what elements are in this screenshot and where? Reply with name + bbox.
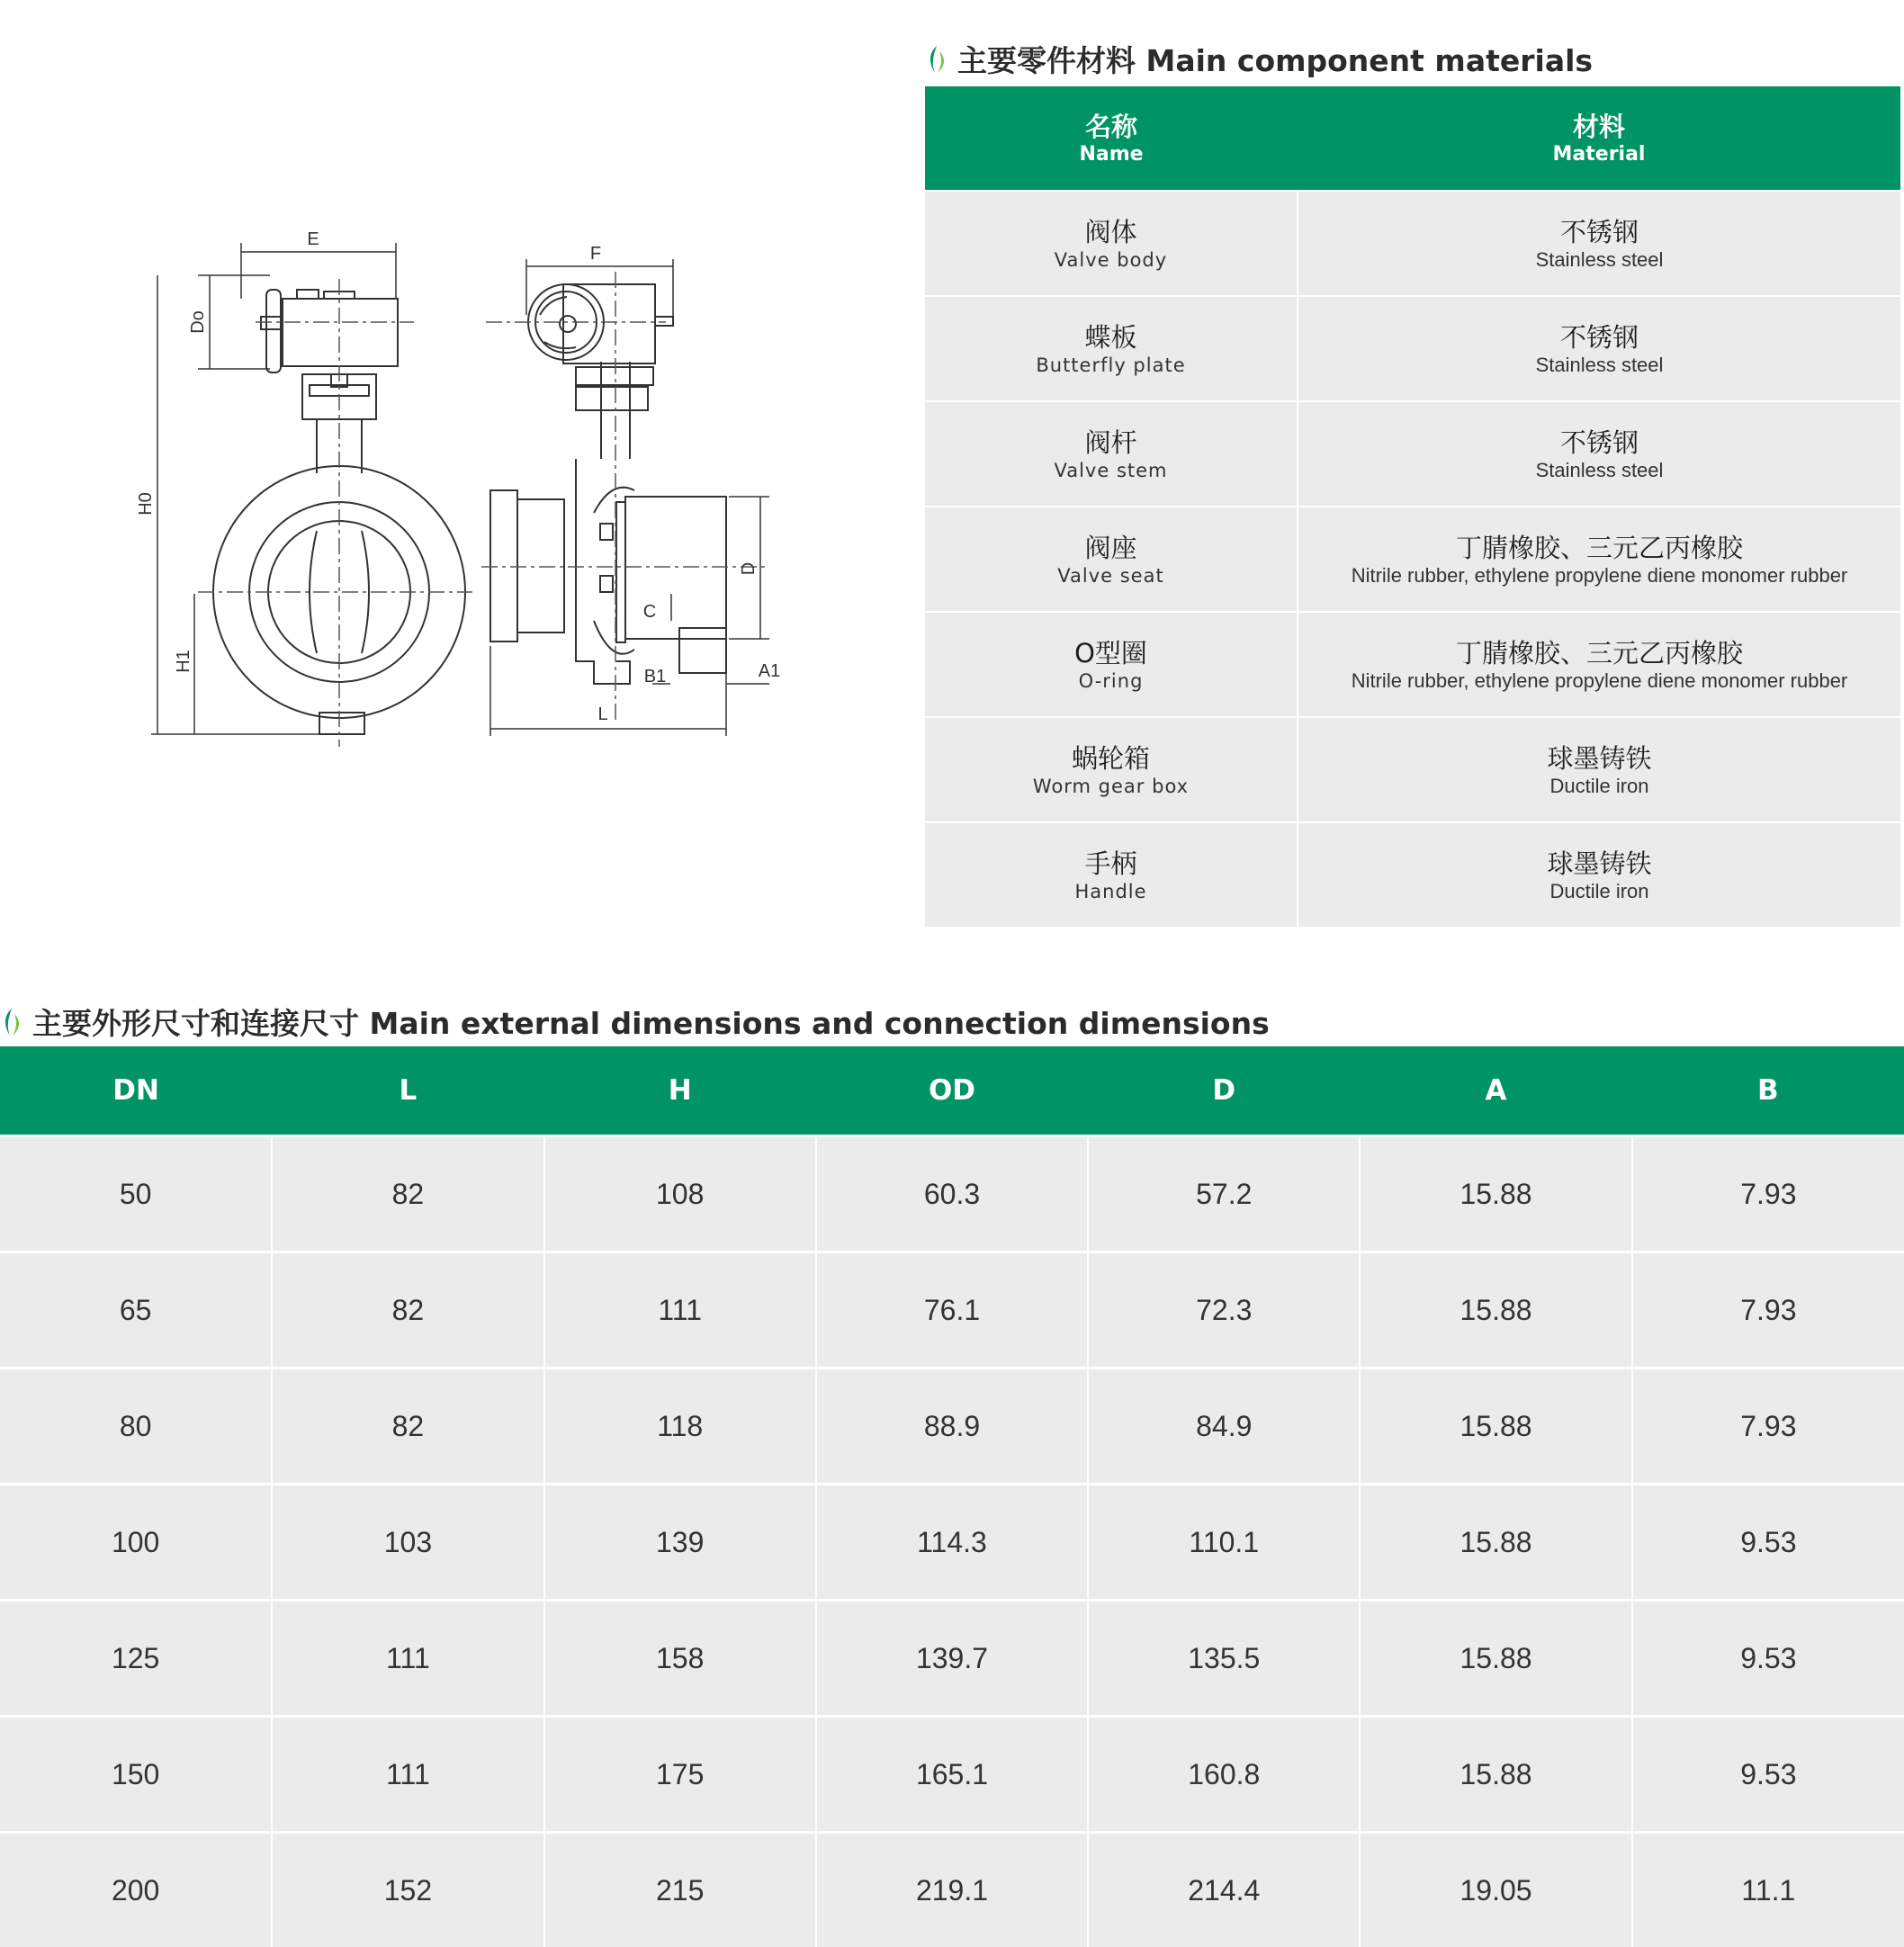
- component-name-cell-en: Valve body: [925, 248, 1297, 272]
- component-material-cell-zh: 不锈钢: [1298, 321, 1900, 354]
- component-material-cell-zh: 球墨铸铁: [1298, 742, 1900, 775]
- component-name-cell-zh: 阀座: [925, 532, 1297, 564]
- component-material-cell-en: Stainless steel: [1298, 248, 1900, 272]
- dimensions-header-row: [0, 1046, 1904, 1136]
- dimensions-column-header: DN: [0, 1046, 272, 1136]
- dimensions-cell: 165.1: [816, 1717, 1088, 1833]
- dimensions-cell: 65: [0, 1252, 272, 1368]
- dimensions-cell: 150: [0, 1717, 272, 1833]
- dimensions-cell: 100: [0, 1485, 272, 1601]
- dim-label-a1: A1: [759, 661, 780, 681]
- component-material-cell-zh: 不锈钢: [1298, 426, 1900, 459]
- component-material-cell-zh: 球墨铸铁: [1298, 848, 1900, 880]
- component-name-cell: [925, 717, 1298, 822]
- dimensions-cell: 214.4: [1088, 1833, 1360, 1947]
- component-material-cell-en: Nitrile rubber, ethylene propylene diene monomer rubber: [1298, 564, 1900, 588]
- dimensions-cell: 15.88: [1360, 1601, 1631, 1717]
- dimensions-cell: 158: [544, 1601, 816, 1717]
- materials-table: [925, 86, 1900, 927]
- header-name-en: Name: [925, 143, 1298, 166]
- dimensions-cell: 111: [272, 1717, 543, 1833]
- component-name-cell: [925, 612, 1298, 717]
- dimensions-cell: 219.1: [816, 1833, 1088, 1947]
- dim-label-b1: B1: [644, 667, 666, 686]
- dimensions-cell: 7.93: [1632, 1252, 1904, 1368]
- component-name-cell-en: Valve stem: [925, 459, 1297, 482]
- dim-label-h0: H0: [136, 492, 156, 516]
- component-name-cell: [925, 296, 1298, 401]
- materials-title-text: 主要零件材料 Main component materials: [957, 38, 1593, 80]
- dimensions-cell: 9.53: [1632, 1485, 1904, 1601]
- dimensions-section-title: [2, 1000, 1270, 1043]
- dimensions-cell: 7.93: [1632, 1136, 1904, 1252]
- dim-label-h1: H1: [174, 650, 193, 673]
- dimensions-cell: 11.1: [1632, 1833, 1904, 1947]
- dimensions-cell: 76.1: [816, 1252, 1088, 1368]
- component-name-cell: [925, 401, 1298, 507]
- component-material-cell-en: Stainless steel: [1298, 354, 1900, 377]
- dimensions-row: [0, 1252, 1904, 1368]
- component-material-cell: [1298, 822, 1900, 927]
- materials-row: [925, 507, 1900, 612]
- dimensions-cell: 82: [272, 1136, 543, 1252]
- dimensions-cell: 135.5: [1088, 1601, 1360, 1717]
- component-name-cell: [925, 507, 1298, 612]
- dim-label-d: D: [739, 562, 759, 575]
- dimensions-cell: 9.53: [1632, 1717, 1904, 1833]
- dimensions-cell: 160.8: [1088, 1717, 1360, 1833]
- dimensions-column-header: A: [1360, 1046, 1631, 1136]
- dimensions-cell: 15.88: [1360, 1368, 1631, 1485]
- dimensions-cell: 110.1: [1088, 1485, 1360, 1601]
- component-material-cell-en: Ductile iron: [1298, 880, 1900, 903]
- component-name-cell-zh: 阀体: [925, 216, 1297, 248]
- materials-header-name: [925, 86, 1298, 191]
- header-material-en: Material: [1298, 143, 1900, 166]
- dimensions-cell: 15.88: [1360, 1717, 1631, 1833]
- dimensions-cell: 15.88: [1360, 1252, 1631, 1368]
- dimensions-cell: 82: [272, 1368, 543, 1485]
- materials-row: [925, 612, 1900, 717]
- dimensions-row: [0, 1601, 1904, 1717]
- leaf-icon: [927, 45, 947, 74]
- dimensions-cell: 15.88: [1360, 1136, 1631, 1252]
- dimensions-cell: 9.53: [1632, 1601, 1904, 1717]
- dimensions-cell: 108: [544, 1136, 816, 1252]
- component-name-cell-en: Worm gear box: [925, 775, 1297, 798]
- header-material-zh: 材料: [1298, 111, 1900, 143]
- dimensions-cell: 139.7: [816, 1601, 1088, 1717]
- dimensions-row: [0, 1368, 1904, 1485]
- dimensions-cell: 152: [272, 1833, 543, 1947]
- component-name-cell-en: Handle: [925, 880, 1297, 903]
- component-material-cell: [1298, 612, 1900, 717]
- component-material-cell: [1298, 717, 1900, 822]
- component-name-cell-en: Valve seat: [925, 564, 1297, 588]
- component-material-cell-zh: 丁腈橡胶、三元乙丙橡胶: [1298, 637, 1900, 669]
- materials-header-material: [1298, 86, 1900, 191]
- dimensions-row: [0, 1833, 1904, 1947]
- dimensions-cell: 114.3: [816, 1485, 1088, 1601]
- component-material-cell-zh: 不锈钢: [1298, 216, 1900, 248]
- component-name-cell-en: Butterfly plate: [925, 354, 1297, 377]
- component-name-cell-zh: 阀杆: [925, 426, 1297, 459]
- dimensions-cell: 88.9: [816, 1368, 1088, 1485]
- dim-label-do: Do: [188, 310, 208, 334]
- dimensions-title-text: 主要外形尺寸和连接尺寸 Main external dimensions and connection dimensions: [32, 1000, 1270, 1043]
- dimensions-cell: 139: [544, 1485, 816, 1601]
- dimensions-cell: 111: [544, 1252, 816, 1368]
- dimensions-cell: 50: [0, 1136, 272, 1252]
- dimensions-column-header: H: [544, 1046, 816, 1136]
- dimensions-column-header: OD: [816, 1046, 1088, 1136]
- dimensions-column-header: L: [272, 1046, 543, 1136]
- component-material-cell: [1298, 507, 1900, 612]
- dimensions-cell: 15.88: [1360, 1485, 1631, 1601]
- dimensions-cell: 80: [0, 1368, 272, 1485]
- materials-section-title: [927, 38, 1593, 80]
- dim-label-c: C: [643, 602, 656, 622]
- component-name-cell: [925, 191, 1298, 296]
- materials-header-row: [925, 86, 1900, 191]
- dimensions-row: [0, 1136, 1904, 1252]
- dimensions-cell: 60.3: [816, 1136, 1088, 1252]
- dimensions-cell: 111: [272, 1601, 543, 1717]
- component-material-cell: [1298, 191, 1900, 296]
- leaf-icon: [2, 1008, 22, 1036]
- dimensions-cell: 175: [544, 1717, 816, 1833]
- dimensions-cell: 84.9: [1088, 1368, 1360, 1485]
- materials-row: [925, 191, 1900, 296]
- dimensions-column-header: B: [1632, 1046, 1904, 1136]
- component-material-cell-en: Nitrile rubber, ethylene propylene diene monomer rubber: [1298, 669, 1900, 693]
- dimensions-cell: 125: [0, 1601, 272, 1717]
- dimensions-table: [0, 1046, 1904, 1947]
- dim-label-e: E: [307, 229, 319, 249]
- dimensions-column-header: D: [1088, 1046, 1360, 1136]
- component-name-cell-zh: 手柄: [925, 848, 1297, 880]
- dim-label-l: L: [597, 704, 607, 724]
- component-name-cell: [925, 822, 1298, 927]
- dimensions-row: [0, 1717, 1904, 1833]
- dimensions-cell: 19.05: [1360, 1833, 1631, 1947]
- dimensions-cell: 118: [544, 1368, 816, 1485]
- component-name-cell-zh: 蝶板: [925, 321, 1297, 354]
- dimensions-cell: 200: [0, 1833, 272, 1947]
- materials-row: [925, 296, 1900, 401]
- header-name-zh: 名称: [925, 111, 1298, 143]
- dimensions-cell: 82: [272, 1252, 543, 1368]
- component-material-cell: [1298, 401, 1900, 507]
- component-name-cell-zh: O型圈: [925, 637, 1297, 669]
- component-name-cell-zh: 蜗轮箱: [925, 742, 1297, 775]
- dimensions-cell: 72.3: [1088, 1252, 1360, 1368]
- dimensions-cell: 57.2: [1088, 1136, 1360, 1252]
- component-material-cell-en: Ductile iron: [1298, 775, 1900, 798]
- component-material-cell: [1298, 296, 1900, 401]
- dimensions-cell: 215: [544, 1833, 816, 1947]
- materials-row: [925, 822, 1900, 927]
- component-name-cell-en: O-ring: [925, 669, 1297, 693]
- dimensions-row: [0, 1485, 1904, 1601]
- materials-row: [925, 401, 1900, 507]
- dim-label-f: F: [590, 244, 601, 264]
- dimensions-cell: 103: [272, 1485, 543, 1601]
- materials-row: [925, 717, 1900, 822]
- valve-technical-drawing: [126, 216, 810, 756]
- component-material-cell-zh: 丁腈橡胶、三元乙丙橡胶: [1298, 532, 1900, 564]
- component-material-cell-en: Stainless steel: [1298, 459, 1900, 482]
- dimensions-cell: 7.93: [1632, 1368, 1904, 1485]
